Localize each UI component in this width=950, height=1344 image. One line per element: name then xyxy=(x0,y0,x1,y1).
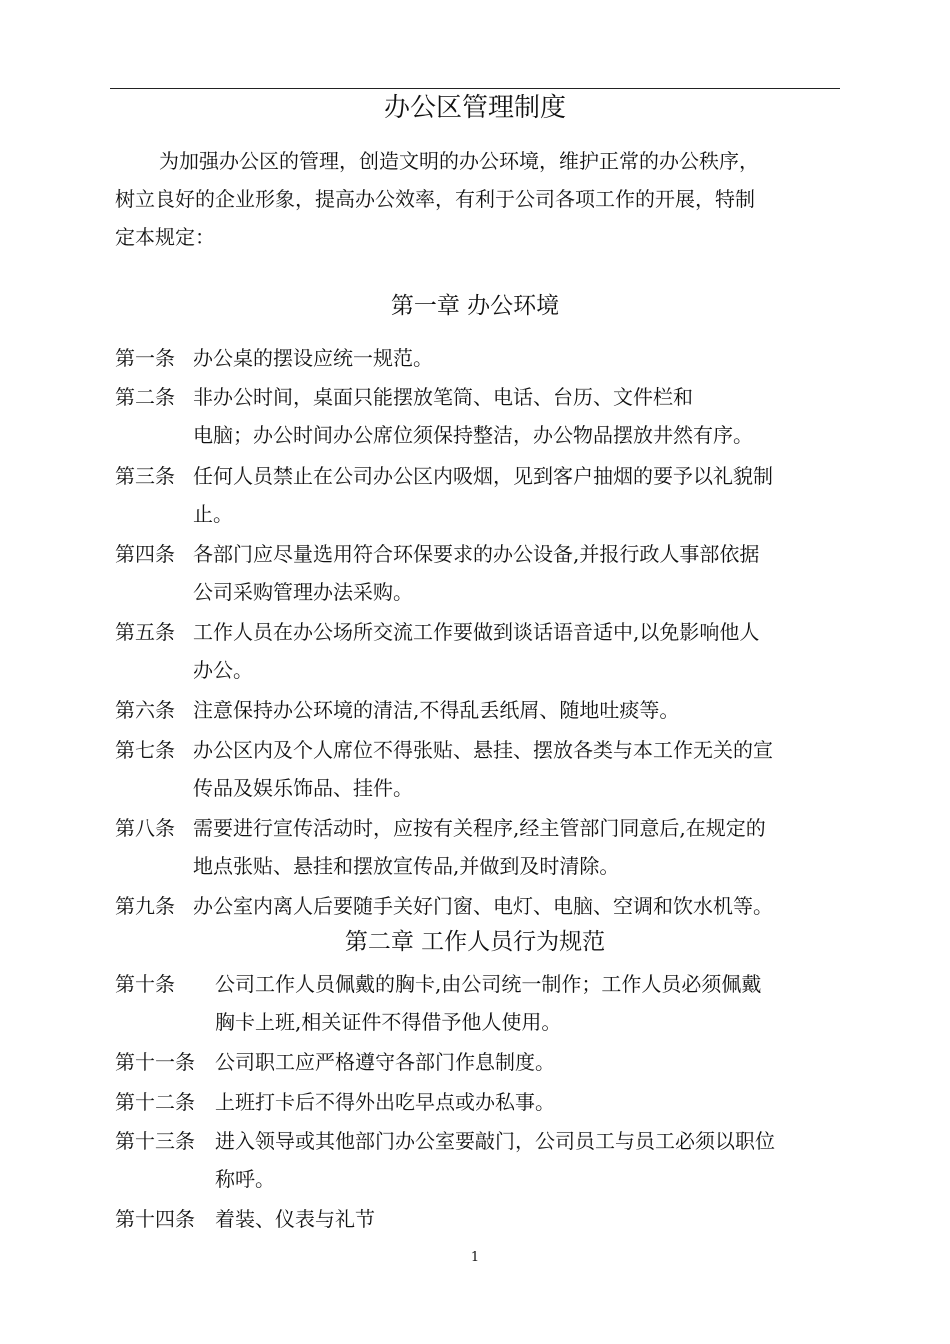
intro-line: 树立良好的企业形象，提高办公效率，有利于公司各项工作的开展，特制 xyxy=(115,187,755,211)
chapter-2-heading: 第二章 工作人员行为规范 xyxy=(344,929,606,955)
intro-line: 为加强办公区的管理，创造文明的办公环境，维护正常的办公秩序， xyxy=(159,149,759,173)
article-12 xyxy=(115,1083,840,1121)
chapter-1-heading: 第一章 办公环境 xyxy=(390,293,560,319)
article-number: 第八条 xyxy=(115,816,175,840)
article-text: 公司职工应严格遵守各部门作息制度。 xyxy=(215,1050,555,1074)
article-5 xyxy=(115,613,840,689)
article-text: 公司采购管理办法采购。 xyxy=(193,580,413,604)
article-11 xyxy=(115,1043,840,1081)
article-number: 第十条 xyxy=(115,972,175,996)
header-rule xyxy=(110,88,840,89)
article-number: 第四条 xyxy=(115,542,175,566)
article-14 xyxy=(115,1200,840,1238)
article-text: 办公。 xyxy=(193,658,253,682)
article-text: 着装、仪表与礼节 xyxy=(215,1207,375,1231)
article-number: 第十四条 xyxy=(115,1207,195,1231)
article-number: 第三条 xyxy=(115,464,175,488)
article-text: 需要进行宣传活动时，应按有关程序,经主管部门同意后,在规定的 xyxy=(193,816,766,840)
article-number: 第五条 xyxy=(115,620,175,644)
article-number: 第七条 xyxy=(115,738,175,762)
article-text: 任何人员禁止在公司办公区内吸烟，见到客户抽烟的要予以礼貌制 xyxy=(193,464,773,488)
article-text: 传品及娱乐饰品、挂件。 xyxy=(193,776,413,800)
article-text: 工作人员在办公场所交流工作要做到谈话语音适中,以免影响他人 xyxy=(193,620,760,644)
article-text: 注意保持办公环境的清洁,不得乱丢纸屑、随地吐痰等。 xyxy=(193,698,680,722)
article-text: 胸卡上班,相关证件不得借予他人使用。 xyxy=(215,1010,562,1034)
article-number: 第十三条 xyxy=(115,1129,195,1153)
article-3 xyxy=(115,457,840,533)
article-text: 上班打卡后不得外出吃早点或办私事。 xyxy=(215,1090,555,1114)
article-10 xyxy=(115,965,840,1041)
article-number: 第九条 xyxy=(115,894,175,918)
article-7 xyxy=(115,731,840,807)
intro-paragraph xyxy=(115,142,840,256)
article-text: 电脑；办公时间办公席位须保持整洁，办公物品摆放井然有序。 xyxy=(193,423,753,447)
article-text: 称呼。 xyxy=(215,1167,275,1191)
page-number: 1 xyxy=(470,1250,480,1265)
article-text: 公司工作人员佩戴的胸卡,由公司统一制作；工作人员必须佩戴 xyxy=(215,972,762,996)
article-text: 进入领导或其他部门办公室要敲门，公司员工与员工必须以职位 xyxy=(215,1129,775,1153)
article-4 xyxy=(115,535,840,611)
article-text: 办公桌的摆设应统一规范。 xyxy=(193,346,433,370)
article-text: 办公室内离人后要随手关好门窗、电灯、电脑、空调和饮水机等。 xyxy=(193,894,773,918)
article-6 xyxy=(115,691,840,729)
article-number: 第十一条 xyxy=(115,1050,195,1074)
article-text: 地点张贴、悬挂和摆放宣传品,并做到及时清除。 xyxy=(193,854,620,878)
article-text: 办公区内及个人席位不得张贴、悬挂、摆放各类与本工作无关的宣 xyxy=(193,738,773,762)
article-text: 非办公时间，桌面只能摆放笔筒、电话、台历、文件栏和 xyxy=(193,385,693,409)
article-number: 第二条 xyxy=(115,385,175,409)
article-number: 第一条 xyxy=(115,346,175,370)
article-number: 第十二条 xyxy=(115,1090,195,1114)
document-title: 办公区管理制度 xyxy=(383,93,566,123)
intro-line: 定本规定： xyxy=(115,225,215,249)
article-text: 止。 xyxy=(193,502,233,526)
article-1 xyxy=(115,339,840,377)
article-13 xyxy=(115,1122,840,1198)
article-9 xyxy=(115,887,840,925)
article-2 xyxy=(115,378,840,454)
article-number: 第六条 xyxy=(115,698,175,722)
article-text: 各部门应尽量选用符合环保要求的办公设备,并报行政人事部依据 xyxy=(193,542,760,566)
article-8 xyxy=(115,809,840,885)
